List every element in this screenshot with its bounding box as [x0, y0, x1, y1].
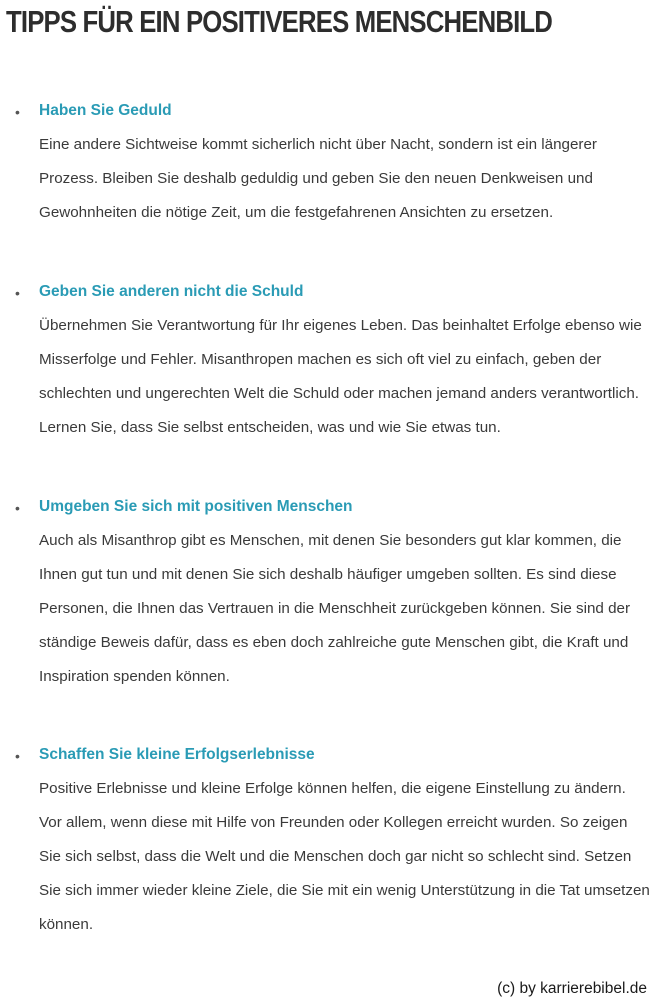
tip-body: Eine andere Sichtweise kommt sicherlich nicht über Nacht, sondern ist ein längerer Prozess. Bleiben Sie deshalb geduldig und geben Sie den neuen Denkweisen und Gewohnheiten die nötige Zeit, um die festgefahrenen Ansichten zu ersetzen. — [39, 136, 597, 221]
tip-heading: Geben Sie anderen nicht die Schuld — [39, 283, 304, 300]
bullet-icon: • — [15, 285, 20, 301]
bullet-icon: • — [15, 748, 20, 764]
bullet-icon: • — [15, 104, 20, 120]
bullet-icon: • — [15, 500, 20, 516]
copyright-notice: (c) by karrierebibel.de — [497, 980, 647, 997]
tip-heading: Schaffen Sie kleine Erfolgserlebnisse — [39, 746, 315, 763]
page-title: TIPPS FÜR EIN POSITIVERES MENSCHENBILD — [6, 4, 553, 39]
tip-heading: Haben Sie Geduld — [39, 102, 172, 119]
tip-body: Auch als Misanthrop gibt es Menschen, mit denen Sie besonders gut klar kommen, die Ihnen gut tun und mit denen Sie sich deshalb häufiger umgeben sollten. Es sind diese Personen, die Ihnen das Vertrauen in die Menschheit zurückgeben können. Sie sind der ständige Beweis dafür, dass es eben doch zahlreiche gute Menschen gibt, die Kraft und Inspiration spenden können. — [39, 532, 631, 685]
tip-body: Übernehmen Sie Verantwortung für Ihr eigenes Leben. Das beinhaltet Erfolge ebenso wie Misserfolge und Fehler. Misanthropen machen es sich oft viel zu einfach, geben der schlechten und ungerechten Welt die Schuld oder machen jemand anders verantwortlich. Lernen Sie, dass Sie selbst entscheiden, was und wie Sie etwas tun. — [39, 317, 642, 436]
tip-body: Positive Erlebnisse und kleine Erfolge können helfen, die eigene Einstellung zu ändern. Vor allem, wenn diese mit Hilfe von Freunden oder Kollegen erreicht wurden. So zeigen Sie sich selbst, dass die Welt und die Menschen doch gar nicht so schlecht sind. Setzen Sie sich immer wieder kleine Ziele, die Sie mit ein wenig Unterstützung in die Tat umsetzen können. — [39, 780, 650, 933]
tip-heading: Umgeben Sie sich mit positiven Menschen — [39, 498, 353, 515]
